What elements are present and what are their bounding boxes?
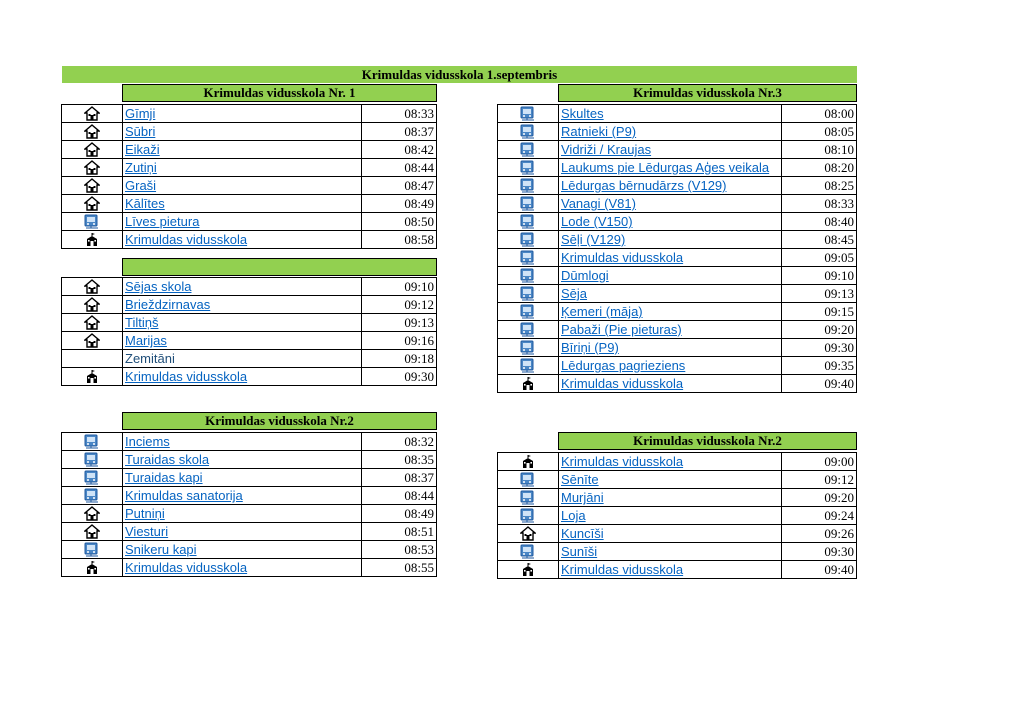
schedule-row <box>498 489 857 507</box>
bus-stop-icon <box>498 123 559 141</box>
departure-time: 08:49 <box>362 195 437 213</box>
schedule-row <box>62 350 437 368</box>
bus-stop-icon <box>498 141 559 159</box>
departure-time: 08:53 <box>362 541 437 559</box>
schedule-row <box>498 213 857 231</box>
schedule-row <box>498 321 857 339</box>
bus-stop-icon <box>498 177 559 195</box>
departure-time: 08:40 <box>782 213 857 231</box>
stop-link[interactable]: Putniņi <box>125 506 165 521</box>
stop-link[interactable]: Lēdurgas bērnudārzs (V129) <box>561 178 727 193</box>
departure-time: 08:42 <box>362 141 437 159</box>
departure-time: 08:10 <box>782 141 857 159</box>
departure-time: 09:20 <box>782 489 857 507</box>
bus-stop-icon <box>498 159 559 177</box>
stop-name <box>123 296 362 314</box>
schedule-row <box>498 159 857 177</box>
departure-time: 09:26 <box>782 525 857 543</box>
schedule-row <box>62 177 437 195</box>
stop-link[interactable]: Sēļi (V129) <box>561 232 626 247</box>
stop-name <box>559 177 782 195</box>
schedule-row <box>62 487 437 505</box>
departure-time: 09:10 <box>782 267 857 285</box>
stop-link[interactable]: Kālītes <box>125 196 165 211</box>
schedule-row <box>62 451 437 469</box>
house-icon <box>62 296 123 314</box>
stop-name <box>123 368 362 386</box>
departure-time: 08:44 <box>362 487 437 505</box>
stop-link[interactable]: Gīmji <box>125 106 156 121</box>
schedule-row <box>498 177 857 195</box>
school-icon <box>62 231 123 249</box>
bus-stop-icon <box>498 285 559 303</box>
schedule-row <box>498 471 857 489</box>
stop-link[interactable]: Skultes <box>561 106 604 121</box>
schedule-row <box>498 105 857 123</box>
stop-name <box>559 231 782 249</box>
stop-link[interactable]: Bīriņi (P9) <box>561 340 619 355</box>
stop-link[interactable]: Vanagi (V81) <box>561 196 636 211</box>
stop-name <box>123 469 362 487</box>
bus-stop-icon <box>498 303 559 321</box>
stop-name <box>559 213 782 231</box>
route-nr2-title: Krimuldas vidusskola Nr.2 <box>122 412 437 430</box>
stop-name <box>123 231 362 249</box>
stop-link[interactable]: Ķemeri (māja) <box>561 304 643 319</box>
departure-time: 08:51 <box>362 523 437 541</box>
stop-name <box>123 350 362 368</box>
stop-name <box>559 285 782 303</box>
stop-link[interactable]: Krimuldas vidusskola <box>125 560 248 575</box>
bus-stop-icon <box>498 105 559 123</box>
stop-name <box>123 559 362 577</box>
stop-link[interactable]: Krimuldas vidusskola <box>561 562 684 577</box>
stop-name <box>123 123 362 141</box>
schedule-row <box>62 559 437 577</box>
stop-name <box>559 249 782 267</box>
stop-link[interactable]: Ratnieki (P9) <box>561 124 637 139</box>
departure-time: 08:25 <box>782 177 857 195</box>
bus-stop-icon <box>498 489 559 507</box>
stop-name <box>559 105 782 123</box>
departure-time: 09:15 <box>782 303 857 321</box>
schedule-row <box>62 105 437 123</box>
departure-time: 09:40 <box>782 375 857 393</box>
route-nr2-afternoon-table <box>497 452 857 579</box>
stop-link[interactable]: Vidriži / Kraujas <box>561 142 652 157</box>
departure-time: 09:40 <box>782 561 857 579</box>
stop-link[interactable]: Graši <box>125 178 157 193</box>
schedule-row <box>62 433 437 451</box>
school-icon <box>498 561 559 579</box>
bus-stop-icon <box>498 195 559 213</box>
stop-link[interactable]: Laukums pie Lēdurgas Aģes veikala <box>561 160 770 175</box>
departure-time: 09:30 <box>782 543 857 561</box>
schedule-row <box>498 141 857 159</box>
schedule-row <box>62 541 437 559</box>
stop-name <box>123 278 362 296</box>
house-icon <box>62 505 123 523</box>
departure-time: 09:35 <box>782 357 857 375</box>
stop-name <box>123 433 362 451</box>
house-icon <box>62 195 123 213</box>
stop-name <box>123 505 362 523</box>
stop-name <box>123 487 362 505</box>
stop-name <box>559 561 782 579</box>
bus-stop-icon <box>62 541 123 559</box>
stop-link[interactable]: Snikeru kapi <box>125 542 197 557</box>
stop-name <box>123 105 362 123</box>
route-nr3-table <box>497 104 857 393</box>
stop-link[interactable]: Sēnīte <box>561 472 599 487</box>
schedule-row <box>498 285 857 303</box>
house-icon <box>62 314 123 332</box>
departure-time: 08:45 <box>782 231 857 249</box>
schedule-row <box>498 267 857 285</box>
stop-link[interactable]: Pabaži (Pie pieturas) <box>561 322 682 337</box>
stop-name <box>559 507 782 525</box>
schedule-row <box>498 231 857 249</box>
bus-stop-icon <box>62 433 123 451</box>
house-icon <box>62 159 123 177</box>
departure-time: 09:13 <box>362 314 437 332</box>
stop-link[interactable]: Krimuldas sanatorija <box>125 488 243 503</box>
stop-name <box>559 195 782 213</box>
departure-time: 08:50 <box>362 213 437 231</box>
schedule-row <box>62 141 437 159</box>
house-icon <box>62 123 123 141</box>
stop-link[interactable]: Zutiņi <box>125 160 157 175</box>
stop-name <box>123 451 362 469</box>
bus-stop-icon <box>498 213 559 231</box>
stop-link[interactable]: Līves pietura <box>125 214 200 229</box>
departure-time: 08:05 <box>782 123 857 141</box>
schedule-row <box>498 375 857 393</box>
departure-time: 09:00 <box>782 453 857 471</box>
schedule-row <box>62 278 437 296</box>
stop-link[interactable]: Sēja <box>561 286 588 301</box>
stop-link[interactable]: Inciems <box>125 434 170 449</box>
departure-time: 08:55 <box>362 559 437 577</box>
route-nr3-title: Krimuldas vidusskola Nr.3 <box>558 84 857 102</box>
schedule-row <box>62 231 437 249</box>
bus-stop-icon <box>498 321 559 339</box>
bus-stop-icon <box>498 357 559 375</box>
departure-time: 09:13 <box>782 285 857 303</box>
stop-name <box>123 195 362 213</box>
stop-link[interactable]: Krimuldas vidusskola <box>125 369 248 384</box>
schedule-row <box>498 507 857 525</box>
departure-time: 08:33 <box>782 195 857 213</box>
departure-time: 09:30 <box>362 368 437 386</box>
schedule-row <box>62 296 437 314</box>
bus-stop-icon <box>498 339 559 357</box>
house-icon <box>62 141 123 159</box>
schedule-row <box>498 357 857 375</box>
schedule-row <box>498 123 857 141</box>
stop-link[interactable]: Lode (V150) <box>561 214 633 229</box>
school-icon <box>62 559 123 577</box>
departure-time: 09:12 <box>362 296 437 314</box>
stop-name <box>559 321 782 339</box>
departure-time: 08:49 <box>362 505 437 523</box>
departure-time: 08:44 <box>362 159 437 177</box>
bus-stop-icon <box>498 231 559 249</box>
stop-name <box>123 177 362 195</box>
stop-link[interactable]: Kuncīši <box>561 526 604 541</box>
schedule-row <box>498 339 857 357</box>
stop-name <box>559 453 782 471</box>
stop-link[interactable]: Sunīši <box>561 544 598 559</box>
schedule-row <box>62 314 437 332</box>
stop-name <box>123 213 362 231</box>
bus-stop-icon <box>498 267 559 285</box>
schedule-row <box>498 453 857 471</box>
stop-link[interactable]: Krimuldas vidusskola <box>561 376 684 391</box>
stop-link[interactable]: Turaidas skola <box>125 452 210 467</box>
departure-time: 08:58 <box>362 231 437 249</box>
route-nr1-table <box>61 104 437 249</box>
departure-time: 09:16 <box>362 332 437 350</box>
schedule-row <box>498 525 857 543</box>
stop-link[interactable]: Krimuldas vidusskola <box>125 232 248 247</box>
stop-link[interactable]: Zemitāni <box>125 351 175 366</box>
stop-link[interactable]: Eikaži <box>125 142 160 157</box>
schedule-row <box>498 561 857 579</box>
schedule-row <box>62 195 437 213</box>
house-icon <box>62 523 123 541</box>
departure-time: 08:32 <box>362 433 437 451</box>
schedule-row <box>62 123 437 141</box>
stop-name <box>559 339 782 357</box>
departure-time: 09:20 <box>782 321 857 339</box>
stop-name <box>559 357 782 375</box>
bus-stop-icon <box>62 451 123 469</box>
schedule-row <box>62 332 437 350</box>
house-icon <box>62 105 123 123</box>
route-nr2-afternoon-title: Krimuldas vidusskola Nr.2 <box>558 432 857 450</box>
departure-time: 08:33 <box>362 105 437 123</box>
stop-name <box>559 141 782 159</box>
departure-time: 08:47 <box>362 177 437 195</box>
bus-stop-icon <box>498 543 559 561</box>
stop-name <box>123 141 362 159</box>
stop-link[interactable]: Sūbri <box>125 124 156 139</box>
house-icon <box>62 278 123 296</box>
school-icon <box>498 375 559 393</box>
schedule-row <box>62 505 437 523</box>
stop-name <box>559 375 782 393</box>
stop-link[interactable]: Briеždzirnavas <box>125 297 211 312</box>
stop-name <box>559 543 782 561</box>
departure-time: 08:35 <box>362 451 437 469</box>
stop-name <box>559 123 782 141</box>
house-icon <box>498 525 559 543</box>
stop-link[interactable]: Lēdurgas pagrieziens <box>561 358 686 373</box>
stop-name <box>559 525 782 543</box>
stop-name <box>559 159 782 177</box>
stop-link[interactable]: Murjāni <box>561 490 604 505</box>
page-title: Krimuldas vidusskola 1.septembris <box>62 66 857 83</box>
stop-link[interactable]: Viesturi <box>125 524 169 539</box>
stop-name <box>123 541 362 559</box>
school-icon <box>498 453 559 471</box>
bus-stop-icon <box>498 249 559 267</box>
stop-link[interactable]: Marijas <box>125 333 167 348</box>
departure-time: 09:18 <box>362 350 437 368</box>
departure-time: 08:20 <box>782 159 857 177</box>
stop-name <box>559 489 782 507</box>
stop-link[interactable]: Turaidas kapi <box>125 470 203 485</box>
schedule-row <box>498 303 857 321</box>
bus-stop-icon <box>62 469 123 487</box>
departure-time: 08:00 <box>782 105 857 123</box>
departure-time: 09:10 <box>362 278 437 296</box>
schedule-row <box>62 159 437 177</box>
route-nr1-title: Krimuldas vidusskola Nr. 1 <box>122 84 437 102</box>
schedule-row <box>62 469 437 487</box>
empty-icon-cell <box>62 350 123 368</box>
schedule-row <box>498 249 857 267</box>
house-icon <box>62 177 123 195</box>
stop-link[interactable]: Tiltiņš <box>125 315 159 330</box>
schedule-row <box>62 213 437 231</box>
route-nr1-second-run-table <box>61 277 437 386</box>
departure-time: 09:24 <box>782 507 857 525</box>
schedule-row <box>498 543 857 561</box>
route-nr1-separator <box>122 258 437 276</box>
bus-stop-icon <box>498 471 559 489</box>
bus-stop-icon <box>62 213 123 231</box>
stop-name <box>559 267 782 285</box>
route-nr2-table <box>61 432 437 577</box>
stop-name <box>123 314 362 332</box>
stop-name <box>559 303 782 321</box>
school-icon <box>62 368 123 386</box>
departure-time: 09:30 <box>782 339 857 357</box>
bus-stop-icon <box>62 487 123 505</box>
stop-name <box>123 523 362 541</box>
stop-name <box>559 471 782 489</box>
stop-name <box>123 332 362 350</box>
stop-link[interactable]: Dūmlogi <box>561 268 609 283</box>
departure-time: 08:37 <box>362 123 437 141</box>
schedule-row <box>498 195 857 213</box>
schedule-row <box>62 523 437 541</box>
departure-time: 09:05 <box>782 249 857 267</box>
house-icon <box>62 332 123 350</box>
stop-link[interactable]: Loja <box>561 508 586 523</box>
bus-stop-icon <box>498 507 559 525</box>
departure-time: 08:37 <box>362 469 437 487</box>
stop-link[interactable]: Krimuldas vidusskola <box>561 454 684 469</box>
stop-name <box>123 159 362 177</box>
departure-time: 09:12 <box>782 471 857 489</box>
stop-link[interactable]: Sējas skola <box>125 279 192 294</box>
schedule-row <box>62 368 437 386</box>
stop-link[interactable]: Krimuldas vidusskola <box>561 250 684 265</box>
